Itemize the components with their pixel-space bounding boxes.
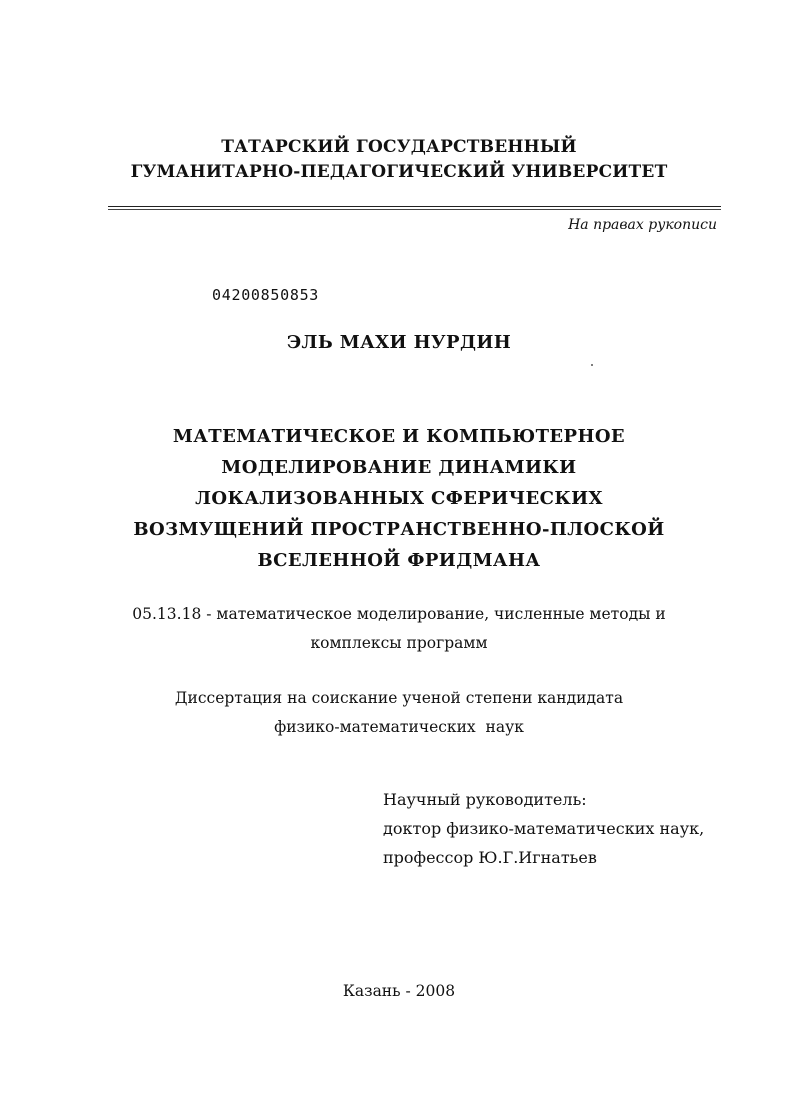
title-line-4: ВОЗМУЩЕНИЙ ПРОСТРАНСТВЕННО-ПЛОСКОЙ <box>133 519 665 540</box>
dissertation-line-2: физико-математических наук <box>274 718 524 736</box>
advisor-label: Научный руководитель: <box>383 790 587 809</box>
title-line-3: ЛОКАЛИЗОВАННЫХ СФЕРИЧЕСКИХ <box>195 488 603 509</box>
scan-speck <box>591 364 593 366</box>
title-line-2: МОДЕЛИРОВАНИЕ ДИНАМИКИ <box>221 457 577 478</box>
title-line-5: ВСЕЛЕННОЙ ФРИДМАНА <box>257 550 541 571</box>
university-line-1: ТАТАРСКИЙ ГОСУДАРСТВЕННЫЙ <box>221 137 577 157</box>
specialty-code <box>0 600 798 658</box>
advisor-degree: доктор физико-математических наук, <box>383 819 705 838</box>
author-name: ЭЛЬ МАХИ НУРДИН <box>286 332 512 353</box>
university-line-2: ГУМАНИТАРНО-ПЕДАГОГИЧЕСКИЙ УНИВЕРСИТЕТ <box>130 162 668 182</box>
specialty-line-1: 05.13.18 - математическое моделирование, численные методы и <box>132 605 666 623</box>
header-divider-bottom <box>108 209 721 210</box>
dissertation-degree <box>0 684 798 742</box>
title-line-1: МАТЕМАТИЧЕСКОЕ И КОМПЬЮТЕРНОЕ <box>172 426 626 447</box>
header-divider-top <box>108 206 721 207</box>
city-year: Казань - 2008 <box>342 982 456 1000</box>
manuscript-rights-note: На правах рукописи <box>568 217 717 233</box>
dissertation-title <box>0 421 798 576</box>
dissertation-line-1: Диссертация на соискание ученой степени кандидата <box>174 689 624 707</box>
scientific-advisor <box>383 785 704 872</box>
advisor-name: профессор Ю.Г.Игнатьев <box>383 848 597 867</box>
university-name <box>0 135 798 185</box>
catalog-number: 04200850853 <box>212 286 320 304</box>
specialty-line-2: комплексы программ <box>310 634 488 652</box>
